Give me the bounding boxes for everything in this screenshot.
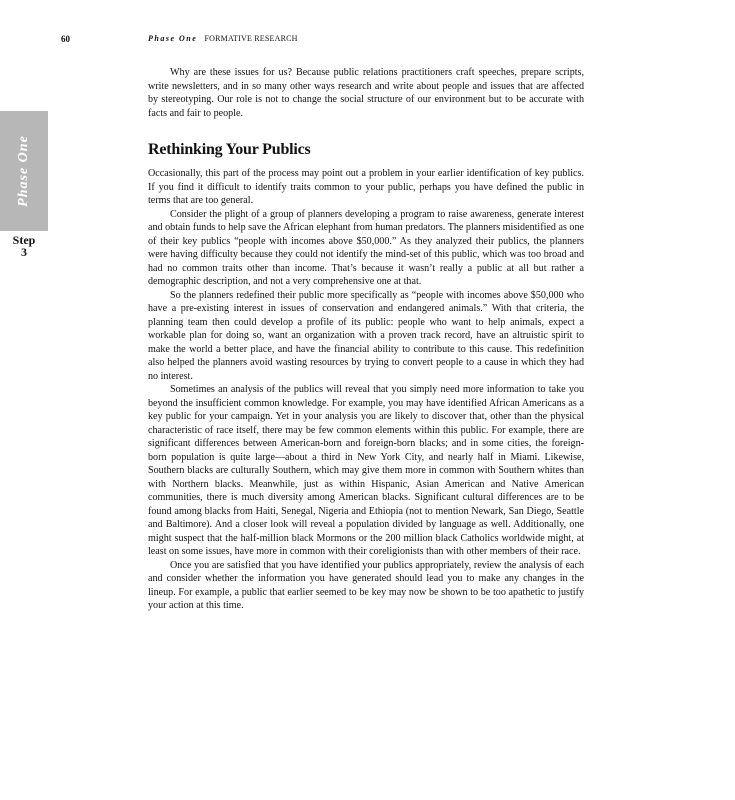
step-label: Step (12, 233, 36, 247)
running-head (148, 34, 298, 43)
section-heading: Rethinking Your Publics (148, 141, 311, 158)
running-head-section: FORMATIVE RESEARCH (204, 34, 298, 43)
side-tab-phase-label: Phase One (16, 135, 31, 207)
body-paragraph: Once you are satisfied that you have identified your publics appropriately, review the analysis of each and consider whether the information you have generated should lead you to make any changes in the lineup. For example, a public that earlier seemed to be key may now be shown to be too apathetic to justify your action at this time. (148, 559, 584, 611)
step-number: 3 (21, 245, 27, 259)
body-paragraph: Consider the plight of a group of planners developing a program to raise awareness, generate interest and obtain funds to help save the African elephant from human predators. The planners misidentified as one of their key publics “people with incomes above $50,000.” As they analyzed their publics, the planners were having difficulty because they could not identify the mind-set of this public, which was too broad and had no common traits other than income. That’s because it wasn’t really a public at all but rather a demographic description, and not a very comprehensive one at that. (148, 208, 584, 287)
page-body (148, 66, 584, 613)
phase-side-tab (0, 111, 48, 231)
step-marker (8, 234, 40, 258)
body-paragraph: Occasionally, this part of the process may point out a problem in your earlier identification of key publics. If you find it difficult to identify traits common to your public, perhaps you have defined the public in terms that are too general. (148, 168, 584, 206)
body-paragraph: Sometimes an analysis of the publics will reveal that you simply need more information to take you beyond the insufficient common knowledge. For example, you may have identified African Americans as a key public for your campaign. Yet in your analysis you are likely to discover that, other than the physical characteristic of race itself, there may be few common elements within this public. For example, there are significant differences between American-born and foreign-born blacks; and in some cities, the foreign-born population is quite large—about a third in New York City, and nearly half in Miami. Likewise, Southern blacks are culturally Southern, which may give them more in common with Southern whites than with Northern blacks. Meanwhile, just as within Hispanic, Asian American and Native American communities, there is much diversity among American blacks. Significant cultural differences are to be found among blacks from Haiti, Senegal, Nigeria and Ethiopia (not to mention Newark, San Diego, Seattle and Baltimore). And a closer look will reveal a population divided by language as well. Additionally, one might suspect that the half-million black Mormons or the 200 million black Catholics worldwide might, at least on some issues, have more in common with their coreligionists than with other members of their race. (148, 384, 584, 557)
page-number: 60 (61, 34, 70, 44)
body-paragraph: So the planners redefined their public more specifically as “people with incomes above $50,000 who have a pre-existing interest in issues of conservation and endangered animals.” With that criteria, the planning team then could develop a profile of its public: people who want to help animals, expect a workable plan for doing so, want an organization with a proven track record, have an altruistic spirit to make the world a better place, and have the financial ability to contribute to this cause. This redefinition also helped the planners avoid wasting resources by trying to convert people to a cause in which they had no interest. (148, 289, 584, 382)
intro-paragraph: Why are these issues for us? Because public relations practitioners craft speeches, prepare scripts, write newsletters, and in so many other ways research and write about people and issues that are affected by stereotyping. Our role is not to change the social structure of our environment but to be accurate with facts and fair to people. (148, 67, 584, 119)
running-head-phase: Phase One (148, 34, 198, 43)
